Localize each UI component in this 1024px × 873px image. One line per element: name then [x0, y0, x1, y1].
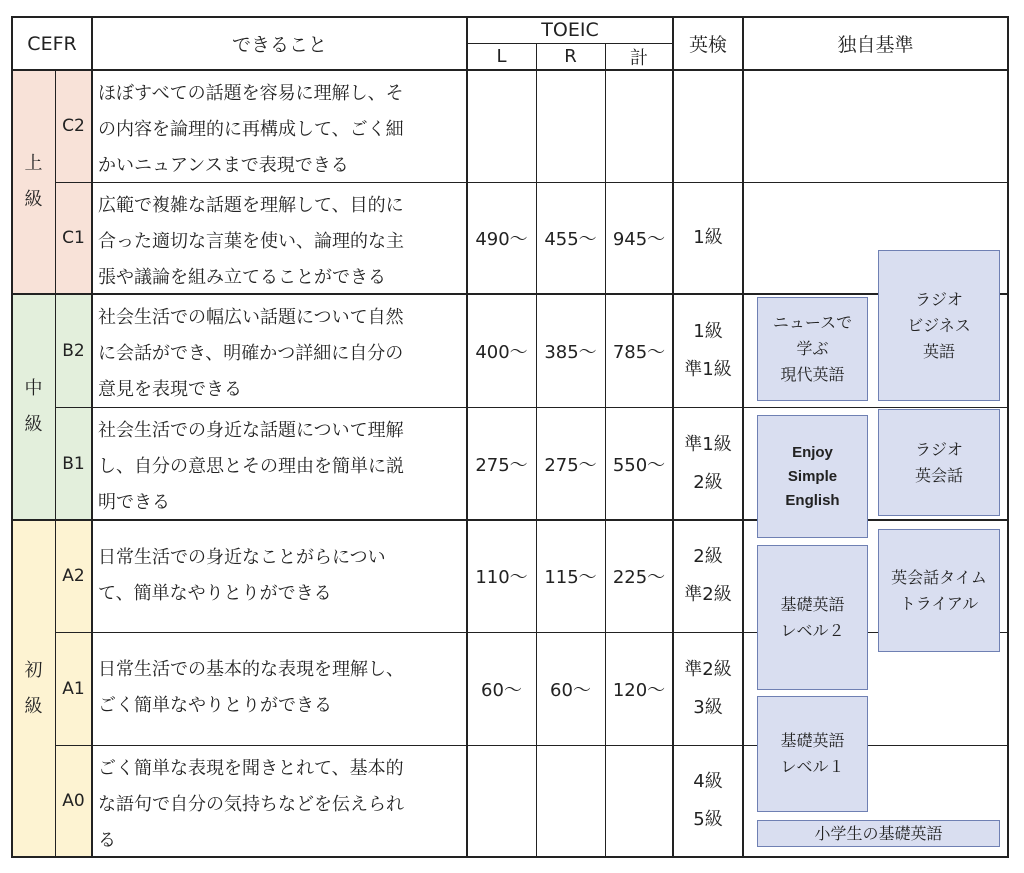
desc-b1	[92, 407, 467, 520]
eiken-b1-grade-1: 準1級	[684, 433, 732, 455]
program-radio-conversation	[878, 409, 1000, 516]
toeic-l-b1-value: 275〜	[475, 454, 528, 476]
level-beginner-char-2: 級	[24, 695, 43, 717]
table-border-right	[1007, 16, 1009, 858]
toeic-l-a2-value: 110〜	[475, 567, 528, 588]
eiken-b2-grade-1: 1級	[693, 320, 723, 342]
desc-c2	[92, 70, 467, 182]
desc-a0-line-2: な語句で自分の気持ちなどを伝えられ	[98, 794, 404, 815]
code-c2-label: C2	[62, 116, 85, 136]
level-intermediate-char-2: 級	[24, 414, 43, 435]
level-intermediate	[12, 294, 55, 520]
program-news-line-2: 学ぶ	[796, 339, 829, 358]
code-c1-label: C1	[62, 228, 85, 248]
program-timetrial-line-1: 英会話タイム	[891, 567, 987, 587]
desc-b2	[92, 294, 467, 407]
toeic-l-b2	[467, 294, 536, 407]
col-divider-toeic-r	[536, 43, 537, 857]
program-conversation-timetrial	[878, 529, 1000, 652]
code-a0	[55, 745, 92, 857]
code-b1-label: B1	[62, 453, 85, 474]
toeic-l-a1	[467, 632, 536, 745]
toeic-total-c1	[605, 182, 673, 294]
col-divider-eiken	[672, 16, 674, 858]
level-advanced	[12, 70, 55, 294]
code-a2	[55, 520, 92, 632]
program-news	[757, 297, 868, 401]
code-a2-label: A2	[62, 566, 85, 586]
toeic-l-b1	[467, 407, 536, 520]
code-b2-label: B2	[62, 340, 85, 361]
desc-a1-line-1: 日常生活での基本的な表現を理解し、	[98, 659, 404, 680]
toeic-total-a2-value: 225〜	[612, 567, 666, 588]
toeic-r-c1-value: 455〜	[544, 229, 597, 250]
header-toeic-r	[536, 43, 605, 70]
header-cefr	[12, 17, 92, 70]
level-advanced-char-2: 級	[24, 189, 43, 210]
toeic-l-c1	[467, 182, 536, 294]
toeic-r-b2-value: 385〜	[544, 341, 597, 363]
level-beginner	[12, 520, 55, 857]
desc-c1-line-1: 広範で複雑な話題を理解して、目的に	[98, 195, 404, 216]
desc-a0-line-3: る	[98, 830, 116, 851]
header-eiken-label: 英検	[688, 34, 727, 56]
eiken-a0-grade-2: 5級	[693, 809, 723, 830]
program-basic-1-line-1: 基礎英語	[780, 731, 845, 750]
code-b2	[55, 294, 92, 407]
header-toeic-total	[605, 43, 673, 70]
program-radio-conversation-line-1: ラジオ	[914, 439, 963, 459]
header-toeic	[467, 17, 673, 43]
eiken-a2-grade-2: 準2級	[684, 584, 732, 605]
header-original	[743, 17, 1008, 70]
row-divider-c2	[55, 182, 1008, 183]
program-news-line-3: 現代英語	[780, 365, 845, 384]
eiken-a1-grade-1: 準2級	[684, 658, 732, 680]
program-radio-conversation-line-2: 英会話	[914, 465, 963, 485]
desc-c1	[92, 182, 467, 294]
table-border-top	[11, 16, 1009, 18]
eiken-a1-grade-2: 3級	[693, 696, 723, 718]
eiken-a2	[673, 520, 743, 632]
program-basic-2-line-1: 基礎英語	[780, 594, 845, 614]
col-divider-toeic	[466, 16, 468, 858]
desc-a1-line-2: ごく簡単なやりとりができる	[98, 695, 332, 716]
toeic-total-a2	[605, 520, 673, 632]
desc-b1-line-2: し、自分の意思とその理由を簡単に説	[98, 456, 404, 477]
code-c2	[55, 70, 92, 182]
desc-a0	[92, 745, 467, 857]
program-elementary-label: 小学生の基礎英語	[814, 823, 943, 843]
desc-a2	[92, 520, 467, 632]
code-a1-label: A1	[62, 678, 85, 699]
col-divider-toeic-total	[605, 43, 606, 857]
desc-b2-line-2: に会話ができ、明確かつ詳細に自分の	[98, 343, 404, 364]
header-toeic-total-label: 計	[630, 47, 648, 69]
desc-c1-line-3: 張や議論を組み立てることができる	[98, 267, 386, 288]
toeic-r-b2	[536, 294, 605, 407]
program-enjoy-simple-english	[757, 415, 868, 538]
code-c1	[55, 182, 92, 294]
toeic-l-b2-value: 400〜	[475, 341, 528, 363]
eiken-a0-grade-1: 4級	[693, 771, 723, 792]
eiken-c1-grade-1: 1級	[693, 227, 723, 248]
header-eiken	[673, 17, 743, 70]
eiken-b1	[673, 407, 743, 520]
desc-b2-line-1: 社会生活での幅広い話題について自然	[98, 307, 404, 328]
eiken-b2-grade-2: 準1級	[684, 358, 732, 380]
code-a1	[55, 632, 92, 745]
group-divider-advanced	[11, 293, 1009, 295]
program-basic-level-2	[757, 545, 868, 690]
toeic-total-b1	[605, 407, 673, 520]
col-divider-desc	[91, 16, 93, 858]
desc-c2-line-1: ほぼすべての話題を容易に理解し、そ	[98, 83, 404, 104]
toeic-total-a1-value: 120〜	[612, 679, 666, 701]
toeic-subheader-divider	[467, 43, 673, 44]
program-elementary-basic	[757, 820, 1000, 847]
header-can-do	[92, 17, 467, 70]
eiken-a0	[673, 745, 743, 857]
desc-a0-line-1: ごく簡単な表現を聞きとれて、基本的	[98, 758, 404, 779]
toeic-r-a2-value: 115〜	[544, 567, 597, 588]
toeic-r-b1	[536, 407, 605, 520]
program-radio-business-line-3: 英語	[922, 341, 955, 361]
level-intermediate-char-1: 中	[24, 378, 43, 399]
row-divider-b2	[55, 407, 1008, 408]
program-radio-business-line-2: ビジネス	[907, 315, 971, 335]
desc-b1-line-1: 社会生活での身近な話題について理解	[98, 420, 404, 441]
code-a0-label: A0	[62, 791, 85, 811]
toeic-r-c1	[536, 182, 605, 294]
desc-a2-line-1: 日常生活での身近なことがらについ	[98, 547, 386, 568]
toeic-total-a1	[605, 632, 673, 745]
desc-c1-line-2: 合った適切な言葉を使い、論理的な主	[98, 231, 404, 252]
header-toeic-l	[467, 43, 536, 70]
toeic-l-c1-value: 490〜	[475, 229, 528, 250]
table-border-bottom	[11, 856, 1009, 858]
program-enjoy-line-1: Enjoy	[792, 443, 833, 461]
level-beginner-char-1: 初	[24, 659, 43, 681]
header-can-do-label: できること	[231, 34, 327, 56]
program-news-line-1: ニュースで	[772, 313, 853, 332]
header-toeic-r-label: R	[564, 46, 577, 67]
program-basic-1-line-2: レベル１	[780, 757, 845, 776]
header-cefr-label: CEFR	[27, 32, 77, 55]
desc-a1	[92, 632, 467, 745]
toeic-l-a2	[467, 520, 536, 632]
header-toeic-label: TOEIC	[541, 19, 599, 41]
program-radio-business-line-1: ラジオ	[914, 289, 963, 309]
program-enjoy-line-2: Simple	[787, 467, 838, 485]
desc-c2-line-2: の内容を論理的に再構成して、ごく細	[98, 119, 404, 140]
header-divider	[11, 69, 1009, 71]
desc-b2-line-3: 意見を表現できる	[98, 379, 242, 400]
code-b1	[55, 407, 92, 520]
eiken-a1	[673, 632, 743, 745]
eiken-c1	[673, 182, 743, 294]
program-basic-2-line-2: レベル２	[780, 620, 845, 640]
col-divider-code	[55, 70, 56, 857]
toeic-l-a1-value: 60〜	[481, 679, 522, 701]
toeic-total-b2	[605, 294, 673, 407]
toeic-total-b1-value: 550〜	[612, 454, 666, 476]
program-basic-level-1	[757, 696, 868, 812]
eiken-b1-grade-2: 2級	[693, 471, 723, 493]
program-enjoy-line-3: English	[785, 491, 840, 509]
toeic-r-a2	[536, 520, 605, 632]
toeic-r-b1-value: 275〜	[544, 454, 597, 476]
table-border-left	[11, 16, 13, 858]
toeic-r-a1-value: 60〜	[550, 679, 591, 701]
header-original-label: 独自基準	[837, 34, 914, 56]
header-toeic-l-label: L	[496, 46, 507, 67]
eiken-b2	[673, 294, 743, 407]
eiken-a2-grade-1: 2級	[693, 546, 723, 567]
level-advanced-char-1: 上	[24, 153, 43, 174]
toeic-total-b2-value: 785〜	[612, 341, 666, 363]
col-divider-original	[742, 16, 744, 858]
desc-c2-line-3: かいニュアンスまで表現できる	[98, 155, 349, 176]
program-radio-business	[878, 250, 1000, 401]
desc-b1-line-3: 明できる	[98, 492, 170, 513]
toeic-total-c1-value: 945〜	[612, 229, 666, 250]
toeic-r-a1	[536, 632, 605, 745]
desc-a2-line-2: て、簡単なやりとりができる	[98, 583, 332, 604]
program-timetrial-line-2: トライアル	[899, 593, 979, 613]
